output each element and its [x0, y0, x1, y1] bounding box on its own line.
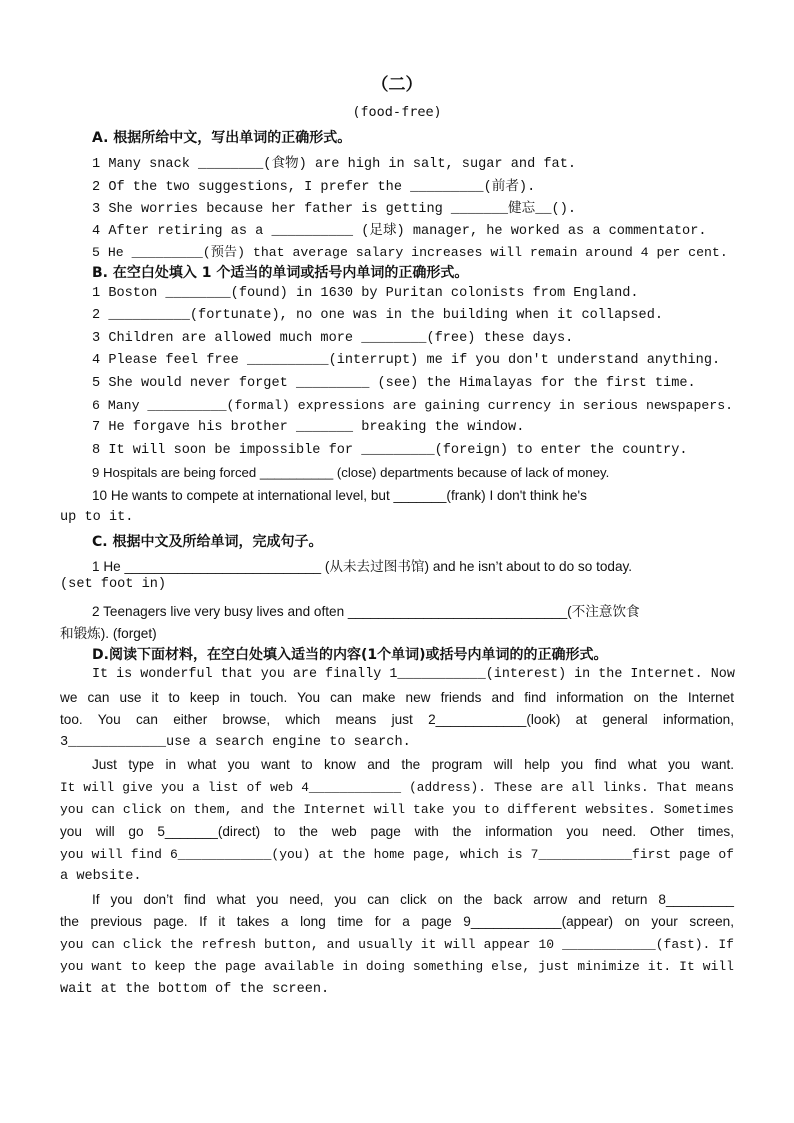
section-c-heading: C. 根据中文及所给单词，完成句子。 — [92, 534, 323, 550]
section-b-item: 7 He forgave his brother _______ breaking the window. — [92, 420, 525, 435]
section-b-item: 8 It will soon be impossible for _________(foreign) to enter the country. — [92, 443, 688, 458]
passage-line: the previous page. If it takes a long time for a page 9____________(appear) on your screen, — [60, 914, 734, 929]
section-b-item: 10 He wants to compete at international level, but _______(frank) I don't think he's — [92, 488, 587, 503]
passage-line: It will give you a list of web 4____________ (address). These are all links. That means — [60, 780, 734, 795]
section-c-item: 和锻炼). (forget) — [60, 626, 157, 641]
passage-line: Just type in what you want to know and the program will help you find what you want. — [92, 757, 734, 772]
section-c-item: 1 He __________________________ (从未去过图书馆) and he isn’t about to do so today. — [92, 559, 633, 574]
passage-line: wait at the bottom of the screen. — [60, 982, 330, 997]
section-b-item: 9 Hospitals are being forced __________ (close) departments because of lack of money. — [92, 465, 610, 480]
passage-line: It is wonderful that you are finally 1___________(interest) in the Internet. Now — [92, 667, 735, 682]
section-b-heading: B. 在空白处填入 1 个适当的单词或括号内单词的正确形式。 — [92, 265, 469, 281]
passage-line: we can use it to keep in touch. You can make new friends and find information on the Internet — [60, 690, 734, 705]
section-a-item: 2 Of the two suggestions, I prefer the _________(前者). — [92, 180, 536, 195]
section-b-item: 3 Children are allowed much more ________(free) these days. — [92, 331, 574, 346]
section-b-item: up to it. — [60, 510, 134, 525]
section-b-item: 1 Boston ________(found) in 1630 by Puritan colonists from England. — [92, 286, 639, 301]
passage-line: you can click the refresh button, and usually it will appear 10 ____________(fast). If — [60, 937, 734, 952]
section-b-item: 4 Please feel free __________(interrupt) me if you don't understand anything. — [92, 353, 721, 368]
section-b-item: 6 Many __________(formal) expressions are gaining currency in serious newspapers. — [92, 398, 734, 413]
passage-line: a website. — [60, 869, 142, 884]
section-c-item: (set foot in) — [60, 577, 167, 592]
passage-line: you can click on them, and the Internet will take you to different websites. Sometimes — [60, 802, 734, 817]
section-d-heading: D.阅读下面材料，在空白处填入适当的内容(1个单词)或括号内单词的的正确形式。 — [92, 647, 608, 663]
page-title: （二） — [371, 75, 423, 95]
section-a-item: 4 After retiring as a __________ (足球) manager, he worked as a commentator. — [92, 224, 707, 239]
section-a-item: 5 He _________(预告) that average salary increases will remain around 4 per cent. — [92, 245, 728, 260]
section-a-heading: A. 根据所给中文，写出单词的正确形式。 — [92, 130, 352, 146]
section-c-item: 2 Teenagers live very busy lives and often _____________________________(不注意饮食 — [92, 604, 640, 619]
section-b-item: 2 __________(fortunate), no one was in the building when it collapsed. — [92, 308, 664, 323]
section-a-item: 1 Many snack ________(食物) are high in salt, sugar and fat. — [92, 157, 577, 172]
section-a-item: 3 She worries because her father is getting _______健忘__(). — [92, 202, 577, 217]
passage-line: you will find 6____________(you) at the home page, which is 7____________first page of — [60, 847, 734, 862]
section-b-item: 5 She would never forget _________ (see) the Himalayas for the first time. — [92, 376, 696, 391]
passage-line: 3____________use a search engine to search. — [60, 735, 411, 750]
passage-line: too. You can either browse, which means just 2____________(look) at general information, — [60, 712, 734, 727]
passage-line: you will go 5_______(direct) to the web page with the information you need. Other times, — [60, 824, 734, 839]
passage-line: If you don’t find what you need, you can click on the back arrow and return 8_________ — [92, 892, 734, 907]
passage-line: you want to keep the page available in doing something else, just minimize it. It will — [60, 959, 734, 974]
page-subtitle: (food-free) — [352, 104, 442, 120]
